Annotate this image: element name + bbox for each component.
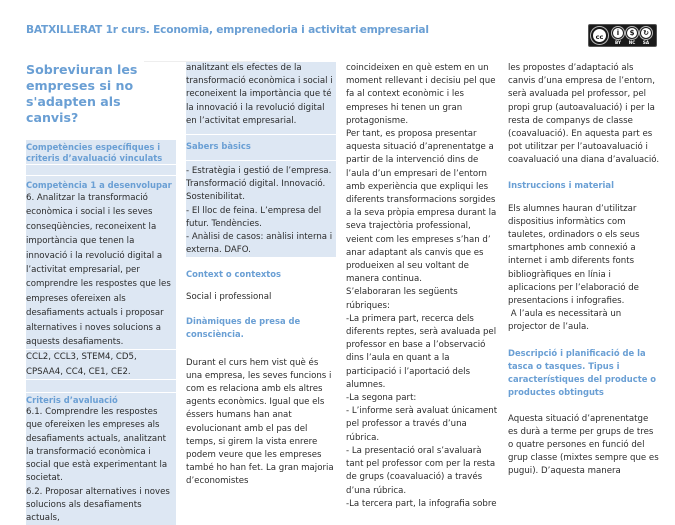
criteris-heading: Criteris d’avaluació bbox=[26, 392, 176, 406]
paragraph: les propostes d’adaptació als canvis d’una empresa de l’entorn, serà avaluada pel professor, pel propi grup (autoavaluació) i per la resta de companys de classe (coavaluació). En aquesta part es pot utilitzar per l’autoavaluació i coavaluació una diana d’avaluació. bbox=[508, 62, 660, 168]
competencia-codes: CCL2, CCL3, STEM4, CD5, CPSAA4, CC4, CE1, CE2. bbox=[26, 349, 176, 379]
paragraph: - La presentació oral s’avaluarà tant pel professor com per la resta de grups (coavaluació) a través d’una rúbrica. bbox=[346, 445, 498, 498]
paragraph: -La tercera part, la infografia sobre bbox=[346, 498, 498, 511]
paragraph: coincideixen en què estem en un moment rellevant i decisiu pel que fa al context econòmic i les empreses hi tenen un gran protagonisme. bbox=[346, 62, 498, 128]
competencia-text: 6. Analitzar la transformació econòmica i social i les seves conseqüències, reconeixent la importància que tenen la innovació i la revolució digital a l’activitat empresarial, per comprendre les respostes que les empreses ofereixen als desafiaments actuals i proposar alternatives i noves solucions a aquests desafiaments. bbox=[26, 191, 176, 349]
instruccions-heading: Instruccions i material bbox=[508, 180, 660, 191]
sa-label: SA bbox=[639, 40, 653, 45]
nc-label: NC bbox=[625, 40, 639, 45]
dinamiques-text: Durant el curs hem vist què és una empresa, les seves funcions i com es relaciona amb els altres agents econòmics. Igual que els éssers humans han anat evolucionant amb el pas del temps, si girem la vista enrere podem veure que les empreses també ho han fet. La gran majoria d’economistes bbox=[186, 357, 336, 489]
column-1 bbox=[26, 62, 176, 525]
criteri-sabers-block bbox=[186, 62, 336, 257]
paragraph: Per tant, es proposa presentar aquesta situació d’aprenentatge a partir de la intervenció dins de l’aula d’un empresari de l’entorn amb experiència que expliqui les diferents transformacions sorgides a la seva pròpia empresa durant la seva trajectòria professional, veient com les empreses s’han d’ anar adaptant als canvis que es produeixen al seu voltant de manera continua. bbox=[346, 128, 498, 286]
descripcio-text: Aquesta situació d’aprenentatge es durà a terme per grups de tres o quatre persones en funció del grup classe (mixtes sempre que es pugui). D’aquesta manera bbox=[508, 413, 660, 479]
cc-logo-icon: cc bbox=[591, 27, 608, 44]
competencia-heading: Competència 1 a desenvolupar bbox=[26, 175, 176, 191]
sabers-heading: Sabers bàsics bbox=[186, 134, 336, 160]
column-4 bbox=[508, 62, 660, 479]
paragraph: - L’informe serà avaluat únicament pel professor a través d’una rúbrica. bbox=[346, 405, 498, 445]
column-2 bbox=[186, 62, 336, 489]
page-title: Sobreviuran les empreses si no s'adapten als canvis? bbox=[26, 62, 176, 126]
descripcio-heading: Descripció i planificació de la tasca o tasques. Tipus i característiques del producte o productes obtinguts bbox=[508, 347, 660, 399]
criteri-2-start: 6.2. Proposar alternatives i noves solucions als desafiaments actuals, bbox=[26, 486, 176, 525]
paragraph: S’elaboraran les següents rúbriques: bbox=[346, 286, 498, 312]
course-title: BATXILLERAT 1r curs. Economia, emprenedoria i activitat empresarial bbox=[26, 24, 429, 36]
paragraph: -La primera part, recerca dels diferents reptes, serà avaluada pel professor en base a l’observació dins l’aula en quant a la participació i l’aportació dels alumnes. bbox=[346, 313, 498, 392]
saber-item: - El lloc de feina. L’empresa del futur. Tendències. bbox=[186, 205, 336, 231]
nc-dollar-icon: $ bbox=[626, 27, 638, 39]
criteri-2-end: analitzant els efectes de la transformació econòmica i social i reconeixent la importància que té la innovació i la revolució digital en l’activitat empresarial. bbox=[186, 62, 336, 128]
saber-item: - Anàlisi de casos: anàlisi interna i externa. DAFO. bbox=[186, 231, 336, 257]
competencies-heading: Competències específiques i criteris d’avaluació vinculats bbox=[26, 140, 176, 164]
criteri-1: 6.1. Comprendre les respostes que ofereixen les empreses als desafiaments actuals, analitzant la transformació econòmica i social que està experimentant la societat. bbox=[26, 406, 176, 485]
paragraph: -La segona part: bbox=[346, 392, 498, 405]
context-heading: Context o contextos bbox=[186, 269, 336, 280]
instruccions-text-2: A l’aula es necessitarà un projector de l’aula. bbox=[508, 308, 660, 334]
saber-item: - Estratègia i gestió de l’empresa. Transformació digital. Innovació. Sostenibilitat. bbox=[186, 165, 336, 205]
dinamiques-heading: Dinàmiques de presa de consciència. bbox=[186, 315, 336, 341]
context-text: Social i professional bbox=[186, 291, 336, 304]
column-3 bbox=[346, 62, 498, 511]
creative-commons-by-nc-sa-icon[interactable] bbox=[588, 24, 657, 47]
by-person-icon: i bbox=[612, 27, 624, 39]
by-label: BY bbox=[611, 40, 625, 45]
sa-share-alike-icon: ↻ bbox=[640, 27, 652, 39]
competencies-block bbox=[26, 140, 176, 525]
instruccions-text: Els alumnes hauran d’utilitzar dispositius informàtics com tauletes, ordinadors o els seus smartphones amb connexió a internet i amb diferents fonts bibliogràfiques en línia i aplicacions per l’elaboració de presentacions i infografies. bbox=[508, 203, 660, 309]
